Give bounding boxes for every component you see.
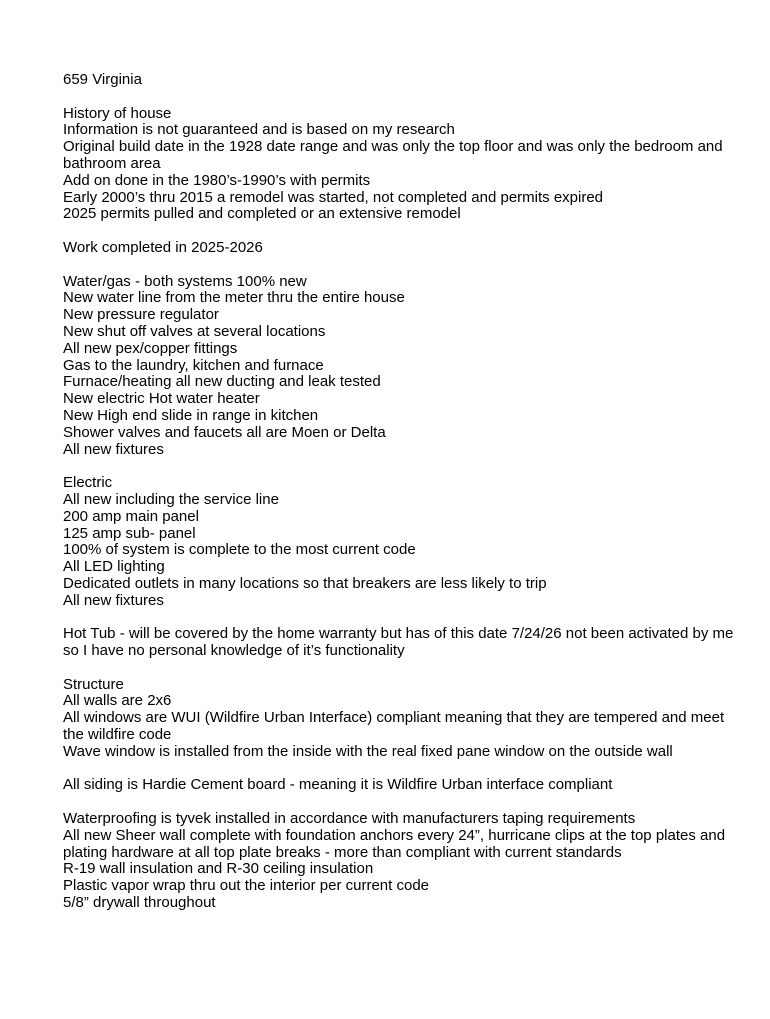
water-gas-line: Gas to the laundry, kitchen and furnace <box>63 356 324 374</box>
waterproofing-line: R-19 wall insulation and R-30 ceiling insulation <box>63 860 374 878</box>
electric-heading: Electric <box>63 474 113 492</box>
waterproofing-line: Plastic vapor wrap thru out the interior per current code <box>63 877 430 895</box>
hot-tub-paragraph: Hot Tub - will be covered by the home warranty but has of this date 7/24/26 not been activated by me so I have no personal knowledge of it’s functionality <box>63 625 734 660</box>
waterproofing-line: Waterproofing is tyvek installed in accordance with manufacturers taping requirements <box>63 810 636 828</box>
document-title: 659 Virginia <box>63 71 142 88</box>
electric-line: All LED lighting <box>63 558 165 576</box>
waterproofing-line: 5/8” drywall throughout <box>63 894 216 912</box>
water-gas-line: New water line from the meter thru the entire house <box>63 289 405 307</box>
spacer <box>63 761 743 778</box>
electric-line: 125 amp sub- panel <box>63 524 196 542</box>
water-gas-line: All new fixtures <box>63 440 164 458</box>
spacer <box>63 458 743 475</box>
water-gas-line: Shower valves and faucets all are Moen or Delta <box>63 423 386 441</box>
structure-line: Wave window is installed from the inside with the real fixed pane window on the outside wall <box>63 742 673 760</box>
history-line: Add on done in the 1980’s-1990’s with permits <box>63 171 371 189</box>
spacer <box>63 257 743 274</box>
spacer <box>63 223 743 240</box>
history-line: Early 2000’s thru 2015 a remodel was started, not completed and permits expired <box>63 188 604 206</box>
document-page <box>63 72 743 912</box>
spacer <box>63 794 743 811</box>
spacer <box>63 610 743 627</box>
water-gas-line: New pressure regulator <box>63 306 219 324</box>
history-line: Original build date in the 1928 date range and was only the top floor and was only the bedroom and bathroom area <box>63 138 723 172</box>
structure-line: All walls are 2x6 <box>63 692 172 710</box>
electric-line: Dedicated outlets in many locations so that breakers are less likely to trip <box>63 574 547 592</box>
water-gas-line: All new pex/copper fittings <box>63 339 238 357</box>
electric-line: 200 amp main panel <box>63 507 199 525</box>
water-gas-line: Furnace/heating all new ducting and leak tested <box>63 373 381 391</box>
history-heading: History of house <box>63 104 172 122</box>
waterproofing-line: All new Sheer wall complete with foundation anchors every 24”, hurricane clips at the top plates and plating hardware at all top plate breaks - more than compliant with current standards <box>63 826 726 861</box>
water-gas-line: New shut off valves at several locations <box>63 322 326 340</box>
electric-line: All new fixtures <box>63 591 164 609</box>
electric-line: 100% of system is complete to the most current code <box>63 541 416 559</box>
water-gas-heading: Water/gas - both systems 100% new <box>63 272 307 290</box>
structure-line: All windows are WUI (Wildfire Urban Interface) compliant meaning that they are tempered and meet the wildfire code <box>63 709 725 744</box>
history-line: 2025 permits pulled and completed or an extensive remodel <box>63 205 461 223</box>
electric-line: All new including the service line <box>63 490 279 508</box>
water-gas-line: New High end slide in range in kitchen <box>63 406 319 424</box>
structure-heading: Structure <box>63 675 124 693</box>
spacer <box>63 89 743 106</box>
siding-paragraph: All siding is Hardie Cement board - meaning it is Wildfire Urban interface compliant <box>63 776 613 794</box>
work-heading: Work completed in 2025-2026 <box>63 238 263 256</box>
spacer <box>63 660 743 677</box>
history-line: Information is not guaranteed and is based on my research <box>63 121 455 139</box>
water-gas-line: New electric Hot water heater <box>63 390 260 408</box>
